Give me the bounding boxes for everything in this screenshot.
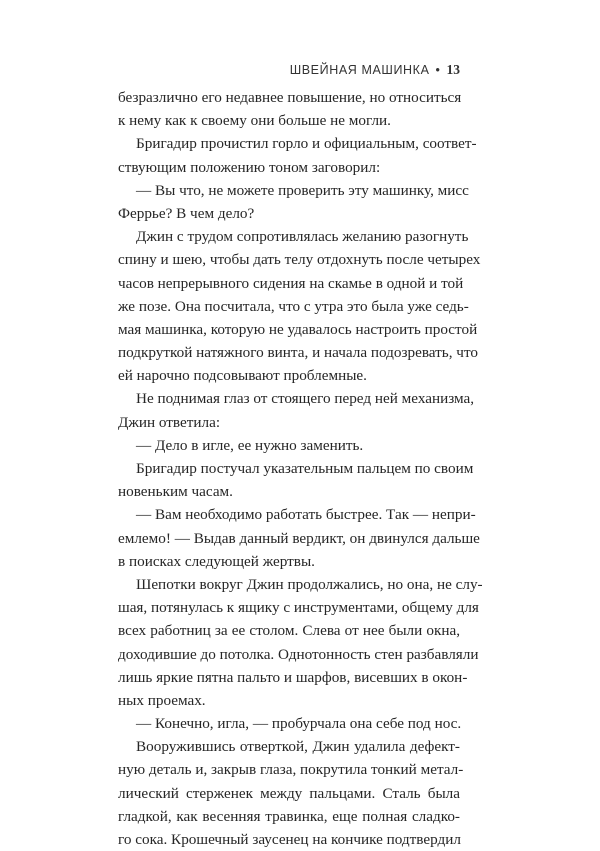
text-line: Феррье? В чем дело? [118,204,255,222]
text-line: Джин с трудом сопротивлялась желанию разогнуть [136,228,469,246]
text-line: часов непрерывного сидения на скамье в одной и той [118,274,464,292]
text-line: ную деталь и, закрыв глаза, покрутила тонкий метал- [118,761,464,779]
text-line: Шепотки вокруг Джин продолжались, но она, не слу- [136,575,483,593]
text-line: го сока. Крошечный заусенец на кончике подтвердил [118,831,461,848]
text-line: новеньким часам. [118,483,233,501]
text-line: емлемо! — Выдав данный вердикт, он двинулся дальше [118,529,480,547]
text-line: в поисках следующей жертвы. [118,552,315,570]
text-line: — Вы что, не можете проверить эту машинку, мисс [136,181,469,199]
text-line: Джин ответила: [118,413,221,431]
text-line: подкруткой натяжного винта, и начала подозревать, что [118,344,478,362]
text-line: спину и шею, чтобы дать телу отдохнуть после четырех [118,251,481,269]
text-line: — Дело в игле, ее нужно заменить. [136,436,364,454]
text-line: лический стерженек между пальцами. Сталь была [118,784,460,802]
text-line: к нему как к своему они больше не могли. [118,112,391,130]
text-line: лишь яркие пятна пальто и шарфов, висевших в окон- [118,668,468,686]
text-line: Бригадир прочистил горло и официальным, соответ- [136,135,477,153]
header-separator: • [435,63,441,77]
page-number: 13 [446,62,460,77]
body-text [118,86,483,851]
text-line: Вооружившись отверткой, Джин удалила дефект- [136,738,460,756]
text-line: ствующим положению тоном заговорил: [118,158,381,176]
text-line: — Вам необходимо работать быстрее. Так — непри- [136,506,476,524]
text-line: безразлично его недавнее повышение, но относиться [118,89,462,106]
text-line: ей нарочно подсовывают проблемные. [118,367,367,385]
text-line: Не поднимая глаз от стоящего перед ней механизма, [136,390,475,408]
chapter-title: ШВЕЙНАЯ МАШИНКА [289,63,430,77]
text-line: — Конечно, игла, — пробурчала она себе под нос. [136,715,462,733]
text-line: всех работниц за ее столом. Слева от нее были окна, [118,622,460,640]
text-line: Бригадир постучал указательным пальцем по своим [136,460,474,477]
text-line: мая машинка, которую не удавалось настроить простой [118,320,478,338]
text-line: гладкой, как весенняя травинка, еще полная сладко- [118,807,460,825]
text-line: же позе. Она посчитала, что с утра это была уже седь- [118,297,469,315]
text-line: доходившие до потолка. Однотонность стен разбавляли [118,645,479,663]
text-line: ных проемах. [118,691,206,709]
text-line: шая, потянулась к ящику с инструментами, общему для [118,599,479,617]
running-header [290,62,460,78]
